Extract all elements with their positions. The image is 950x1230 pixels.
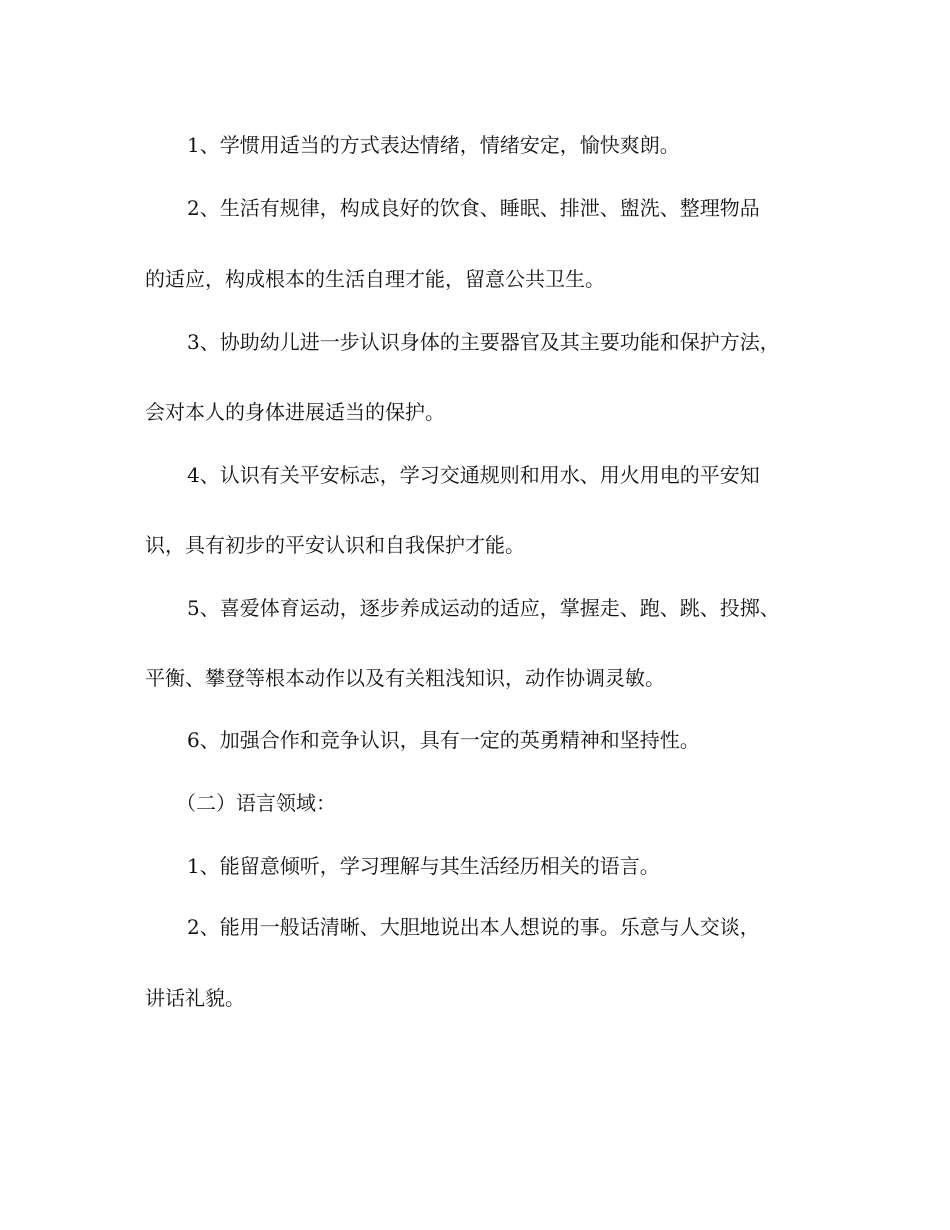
text-line-14: 讲话礼貌。 (145, 986, 245, 1010)
text-line-4: 3、协助幼儿进一步认识身体的主要器官及其主要功能和保护方法， (187, 330, 780, 354)
text-line-6: 4、认识有关平安标志，学习交通规则和用水、用火用电的平安知 (187, 463, 760, 487)
text-line-8: 5、喜爱体育运动，逐步养成运动的适应，掌握走、跑、跳、投掷、 (187, 596, 780, 620)
text-line-3: 的适应，构成根本的生活自理才能，留意公共卫生。 (145, 267, 605, 291)
section-heading-language: （二）语言领域： (176, 791, 336, 815)
text-line-9: 平衡、攀登等根本动作以及有关粗浅知识，动作协调灵敏。 (145, 666, 665, 690)
text-line-7: 识，具有初步的平安认识和自我保护才能。 (145, 533, 525, 557)
text-line-12: 1、能留意倾听，学习理解与其生活经历相关的语言。 (187, 854, 660, 878)
text-line-13: 2、能用一般话清晰、大胆地说出本人想说的事。乐意与人交谈， (187, 915, 760, 939)
text-line-2: 2、生活有规律，构成良好的饮食、睡眠、排泄、盥洗、整理物品 (187, 196, 760, 220)
text-line-5: 会对本人的身体进展适当的保护。 (145, 400, 445, 424)
text-line-1: 1、学惯用适当的方式表达情绪，情绪安定，愉快爽朗。 (187, 133, 680, 157)
text-line-10: 6、加强合作和竞争认识，具有一定的英勇精神和坚持性。 (187, 728, 700, 752)
